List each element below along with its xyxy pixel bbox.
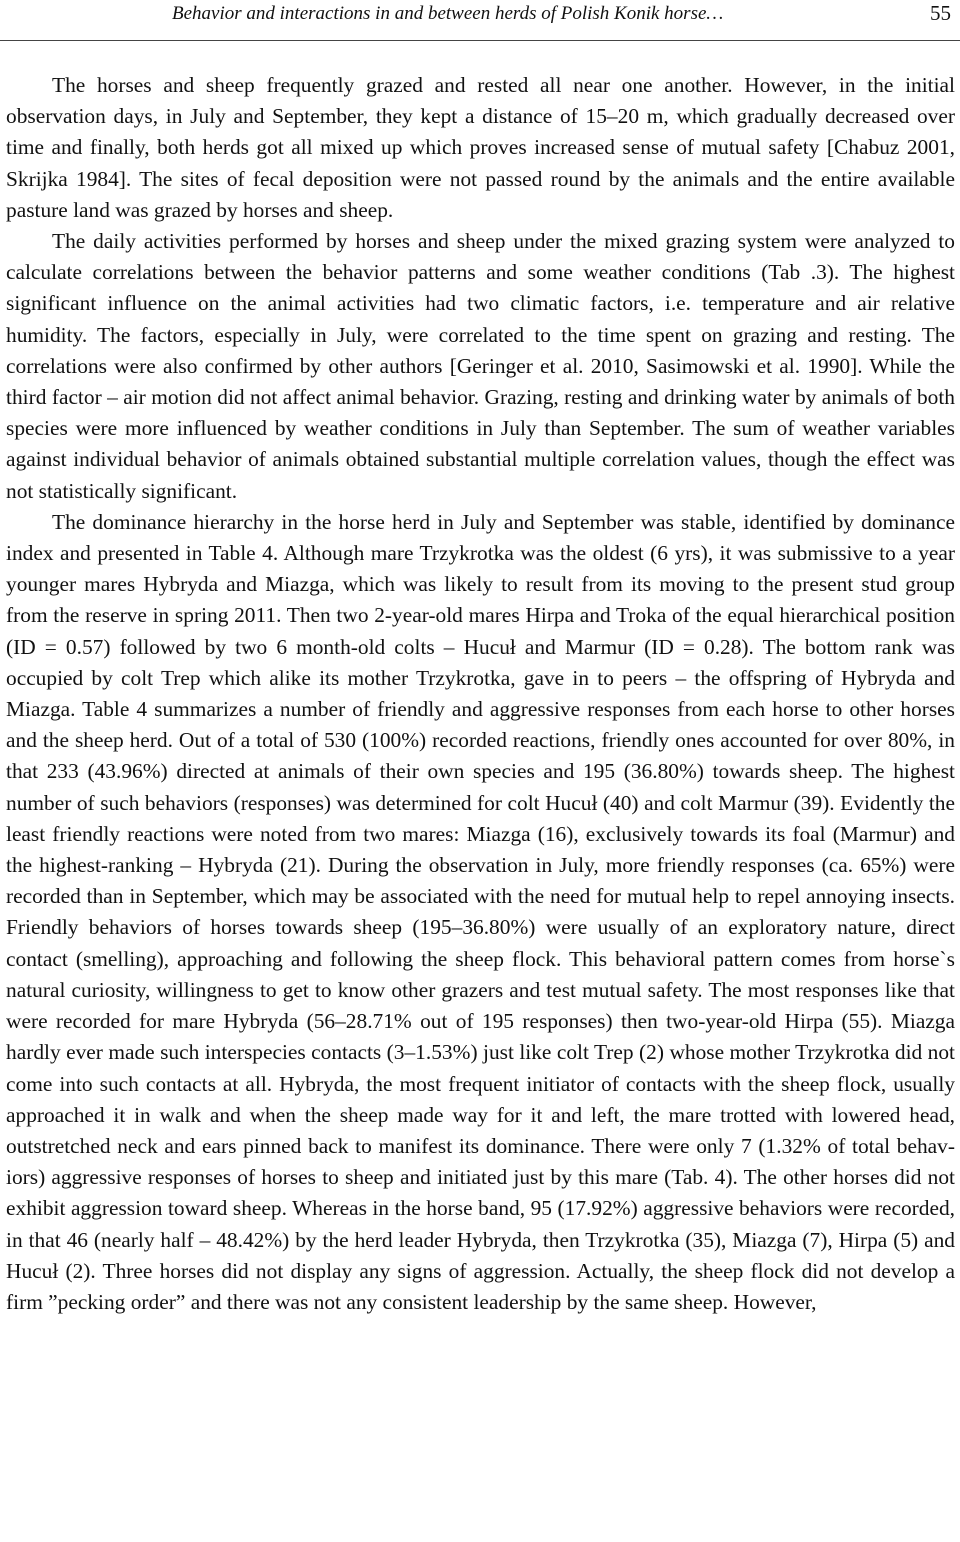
page-number: 55 (930, 1, 951, 25)
paragraph: The daily activities performed by horses and sheep under the mixed grazing system were analyzed to calculate correlations between the behavior patterns and some weather conditions (Tab .3). The highest significant influence on the animal activities had two climatic factors, i.e. temperature and air relative humidity. The factors, especially in July, were correlated to the time spent on grazing and resting. The correlations were also confirmed by other authors [Geringer et al. 2010, Sasimowski et al. 1990]. While the third factor – air motion did not affect animal behavior. Grazing, resting and drinking water by animals of both species were more influenced by weather conditions in July than September. The sum of weather variables against individual behavior of animals obtained substantial multiple correlation values, though the effect was not statistically significant. (6, 229, 955, 503)
body-text (6, 70, 955, 1318)
paragraph: The horses and sheep frequently grazed and rested all near one another. However, in the initial observation days, in July and September, they kept a distance of 15–20 m, which gradually decreased over time and finally, both herds got all mixed up which proves increased sense of mutual safety [Chabuz 2001, Skrijka 1984]. The sites of fecal deposition were not passed round by the animals and the entire available pasture land was grazed by horses and sheep. (6, 73, 955, 222)
running-header (0, 0, 960, 41)
running-header-title: Behavior and interactions in and between herds of Polish Konik horse… (172, 3, 724, 24)
paragraph: The dominance hierarchy in the horse herd in July and September was stable, identified by dominance index and presented in Table 4. Although mare Trzykrotka was the oldest (6 yrs), it was submissive to a year younger mares Hybryda and Miazga, which was likely to result from its moving to the present stud group from the reserve in spring 2011. Then two 2-year-old mares Hirpa and Troka of the equal hierarchical position (ID = 0.57) followed by two 6 month-old colts – Hucuł and Marmur (ID = 0.28). The bottom rank was occupied by colt Trep which alike its mother Trzykrotka, gave in to peers – the offspring of Hybryda and Miazga. Table 4 summarizes a number of friendly and aggressive responses from each horse to other horses and the sheep herd. Out of a total of 530 (100%) recorded reactions, friendly ones accounted for over 80%, in that 233 (43.96%) directed at animals of their own species and 195 (36.80%) towards sheep. The highest number of such behaviors (responses) was determined for colt Hucuł (40) and colt Marmur (39). Evidently the least friendly reactions were noted from two mares: Miazga (16), exclusively towards its foal (Marmur) and the highest-ranking – Hybryda (21). During the observation in July, more friendly responses (ca. 65%) were recorded than in September, which may be associated with the need for mutual help to repel annoying insects. Friendly behaviors of horses towards sheep (195–36.80%) were usually of an exploratory nature, direct contact (smelling), approaching and following the sheep flock. This behavioral pattern comes from horse`s natural curiosity, willingness to get to know other grazers and test mutual safety. The most responses like that were recorded for mare Hybryda (56–28.71% out of 195 responses) then two-year-old Hirpa (55). Miazga hardly ever made such interspecies contacts (3–1.53%) just like colt Trep (2) whose mother Trzykrotka did not come into such contacts at all. Hybryda, the most frequent initiator of contacts with the sheep flock, usually approached it in walk and when the sheep made way for it and left, the mare trotted with lowered head, outstretched neck and ears pinned back to manifest its dominance. There were only 7 (1.32% of total behaviors) aggressive responses of horses to sheep and initiated just by this mare (Tab. 4). The other horses did not exhibit aggression toward sheep. Whereas in the horse band, 95 (17.92%) aggressive behaviors were recorded, in that 46 (nearly half – 48.42%) by the herd leader Hybryda, then Trzykrotka (35), Miazga (7), Hirpa (5) and Hucuł (2). Three horses did not display any signs of aggression. Actually, the sheep flock did not develop a firm ”pecking order” and there was not any consistent leadership by the same sheep. However, (6, 509, 955, 1314)
